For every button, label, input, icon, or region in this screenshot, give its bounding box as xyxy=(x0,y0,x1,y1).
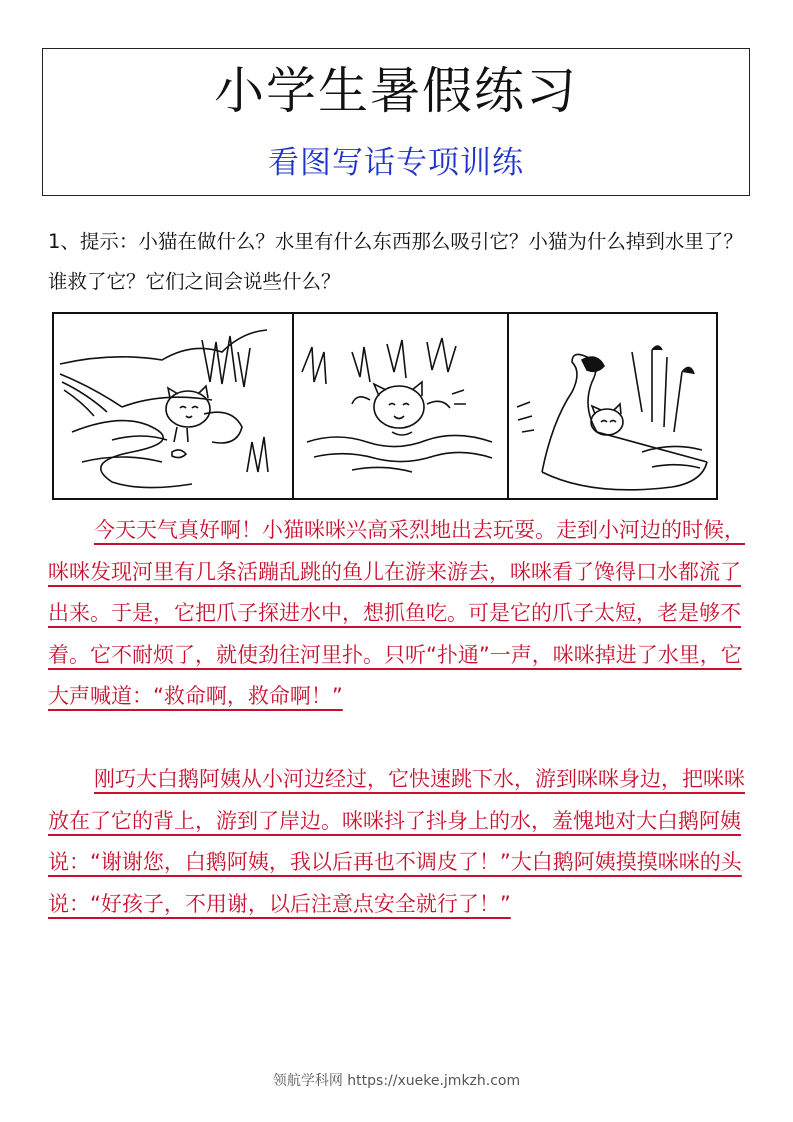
story-paragraph-1 xyxy=(48,510,746,718)
page-subtitle: 看图写话专项训练 xyxy=(268,145,524,181)
comic-strip xyxy=(52,312,718,500)
story-text-2: 刚巧大白鹅阿姨从小河边经过，它快速跳下水，游到咪咪身边，把咪咪放在了它的背上，游到了岸边。咪咪抖了抖身上的水，羞愧地对大白鹅阿姨说：“谢谢您，白鹅阿姨，我以后再也不调皮了！”大白鹅阿姨摸摸咪咪的头说：“好孩子，不用谢，以后注意点安全就行了！” xyxy=(48,767,745,916)
footer-source: 领航学科网 https://xueke.jmkzh.com xyxy=(272,1073,521,1089)
title-box xyxy=(42,48,750,196)
prompt-text: 1、提示：小猫在做什么？水里有什么东西那么吸引它？小猫为什么掉到水里了？谁救了它？它们之间会说些什么？ xyxy=(48,230,743,293)
story-text-1: 今天天气真好啊！小猫咪咪兴高采烈地出去玩耍。走到小河边的时候，咪咪发现河里有几条活蹦乱跳的鱼儿在游来游去，咪咪看了馋得口水都流了出来。于是，它把爪子探进水中，想抓鱼吃。可是它的爪子太短，老是够不着。它不耐烦了，就使劲往河里扑。只听“扑通”一声，咪咪掉进了水里，它大声喊道：“救命啊，救命啊！” xyxy=(48,518,745,708)
page-title: 小学生暑假练习 xyxy=(214,62,578,120)
story-paragraph-2 xyxy=(48,759,746,925)
